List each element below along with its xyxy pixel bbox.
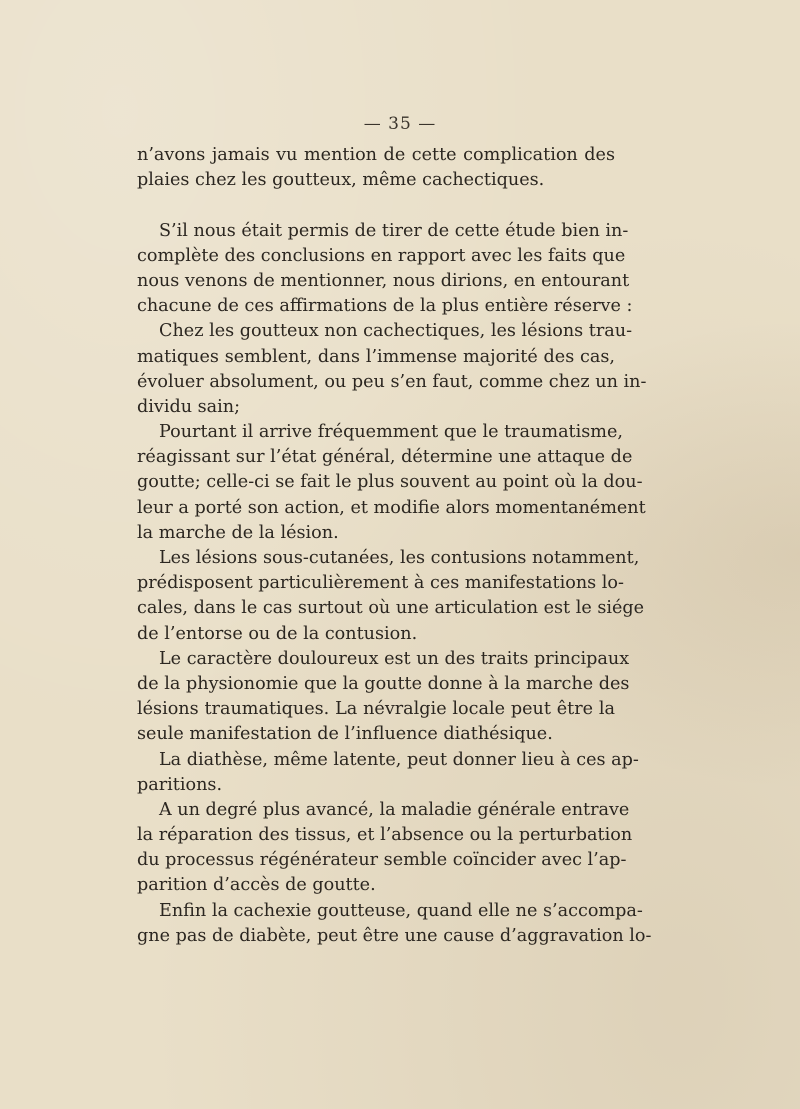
text-line: A un degré plus avancé, la maladie générale entrave — [159, 799, 630, 820]
text-line: chacune de ces affirmations de la plus entière réserve : — [137, 296, 633, 317]
text-line: prédisposent particulièrement à ces manifestations lo- — [137, 573, 624, 594]
text-line: de la physionomie que la goutte donne à la marche des — [137, 673, 630, 694]
text-line: Les lésions sous-cutanées, les contusions notamment, — [159, 548, 640, 568]
text-line: évoluer absolument, ou peu s’en faut, comme chez un in- — [137, 371, 647, 392]
text-line: cales, dans le cas surtout où une articulation est le siége — [137, 598, 645, 619]
paragraph-gap — [137, 193, 615, 218]
text-line: la marche de la lésion. — [137, 522, 339, 543]
text-line: matiques semblent, dans l’immense majorité des cas, — [137, 346, 615, 367]
text-line: Pourtant il arrive fréquemment que le traumatisme, — [159, 422, 623, 443]
text-line: leur a porté son action, et modifie alors momentanément — [137, 497, 646, 518]
text-line: S’il nous était permis de tirer de cette étude bien in- — [159, 220, 629, 241]
text-line: du processus régénérateur semble coïncider avec l’ap- — [137, 850, 627, 871]
text-line: plaies chez les goutteux, même cachectiques. — [137, 170, 545, 191]
text-line: de l’entorse ou de la contusion. — [137, 623, 418, 644]
text-line: nous venons de mentionner, nous dirions, en entourant — [137, 270, 630, 291]
text-line: dividu sain; — [137, 396, 241, 417]
text-line: lésions traumatiques. La névralgie locale peut être la — [137, 699, 615, 720]
text-line: la réparation des tissus, et l’absence ou la perturbation — [137, 825, 633, 846]
text-line: seule manifestation de l’influence diathésique. — [137, 724, 553, 745]
text-line: n’avons jamais vu mention de cette complication des — [137, 145, 615, 165]
text-line: réagissant sur l’état général, détermine une attaque de — [137, 447, 633, 468]
text-line: complète des conclusions en rapport avec les faits que — [137, 245, 626, 266]
page-number: — 35 — — [363, 114, 437, 134]
text-line: La diathèse, même latente, peut donner lieu à ces ap- — [159, 749, 639, 770]
text-line: Chez les goutteux non cachectiques, les lésions trau- — [159, 321, 633, 342]
text-line: parition d’accès de goutte. — [137, 875, 376, 896]
text-line: paritions. — [137, 774, 223, 795]
text-line: Le caractère douloureux est un des traits principaux — [159, 648, 630, 669]
body-text — [137, 143, 652, 949]
text-line: gne pas de diabète, peut être une cause d’aggravation lo- — [137, 925, 652, 946]
text-line: goutte; celle-ci se fait le plus souvent au point où la dou- — [137, 472, 643, 493]
text-line: Enfin la cachexie goutteuse, quand elle ne s’accompa- — [159, 900, 643, 921]
